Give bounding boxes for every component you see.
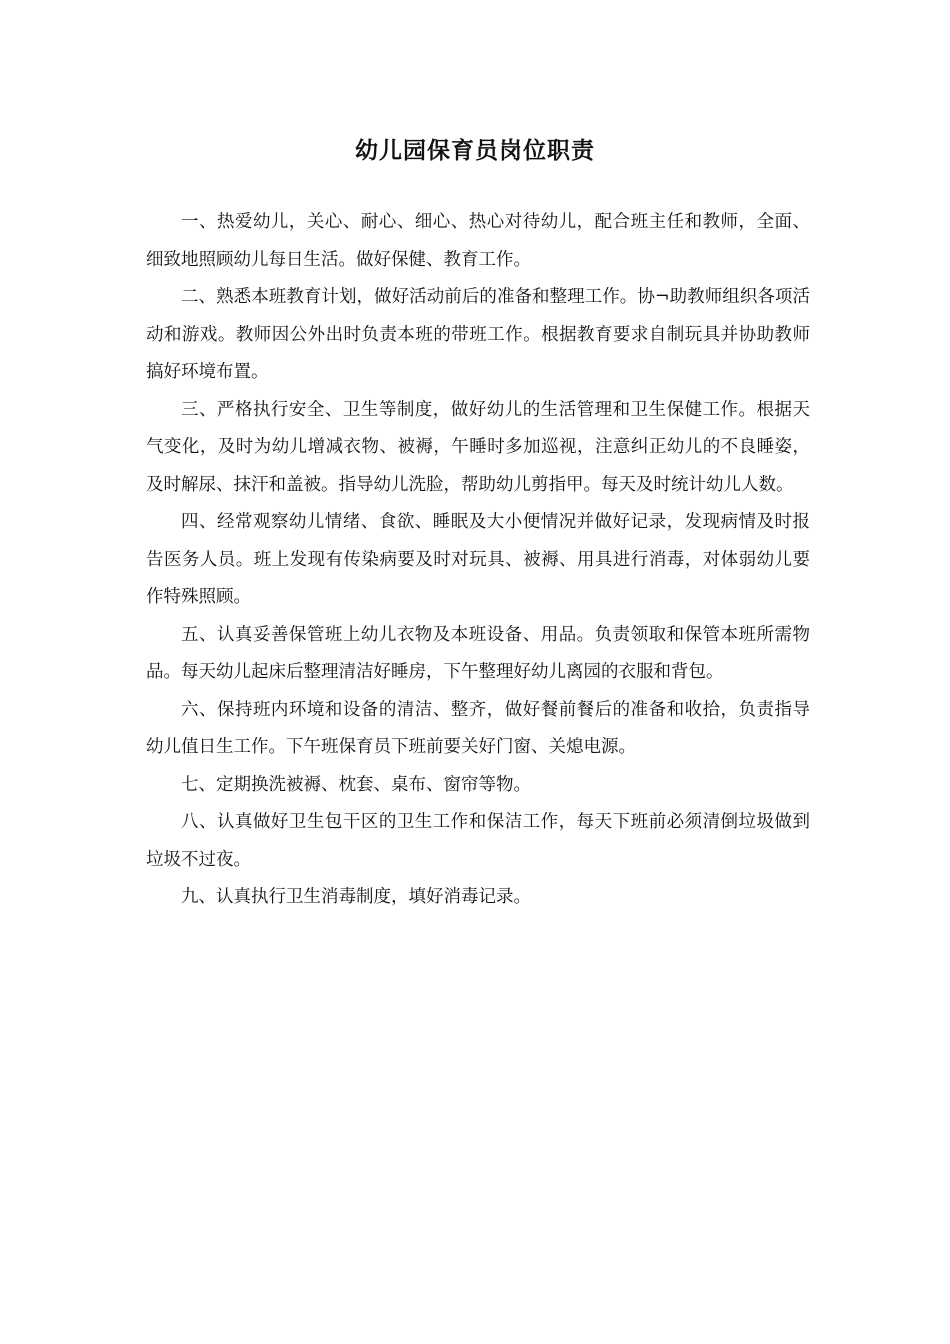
duty-item-7: 七、定期换洗被褥、枕套、桌布、窗帘等物。 — [181, 774, 531, 795]
duty-item-9: 九、认真执行卫生消毒制度，填好消毒记录。 — [181, 887, 531, 907]
duty-item-4: 四、经常观察幼儿情绪、食欲、睡眠及大小便情况并做好记录，发现病情及时报告医务人员。班上发现有传染病要及时对玩具、被褥、用具进行消毒，对体弱幼儿要作特殊照顾。 — [146, 512, 810, 607]
duty-item-5: 五、认真妥善保管班上幼儿衣物及本班设备、用品。负责领取和保管本班所需物品。每天幼儿起床后整理清洁好睡房，下午整理好幼儿离园的衣服和背包。 — [146, 624, 810, 682]
duty-list — [146, 204, 810, 917]
duty-item-8: 八、认真做好卫生包干区的卫生工作和保洁工作，每天下班前必须清倒垃圾做到垃圾不过夜。 — [146, 812, 810, 870]
page-title: 幼儿园保育员岗位职责 — [355, 138, 595, 165]
duty-item-3: 三、严格执行安全、卫生等制度，做好幼儿的生活管理和卫生保健工作。根据天气变化，及时为幼儿增减衣物、被褥，午睡时多加巡视，注意纠正幼儿的不良睡姿，及时解尿、抹汗和盖被。指导幼儿洗脸，帮助幼儿剪指甲。每天及时统计幼儿人数。 — [146, 399, 810, 495]
duty-item-1: 一、热爱幼儿，关心、耐心、细心、热心对待幼儿，配合班主任和教师，全面、细致地照顾幼儿每日生活。做好保健、教育工作。 — [146, 212, 810, 270]
duty-item-6: 六、保持班内环境和设备的清洁、整齐，做好餐前餐后的准备和收拾，负责指导幼儿值日生工作。下午班保育员下班前要关好门窗、关熄电源。 — [146, 699, 810, 757]
duty-item-2: 二、熟悉本班教育计划，做好活动前后的准备和整理工作。协¬助教师组织各项活动和游戏。教师因公外出时负责本班的带班工作。根据教育要求自制玩具并协助教师搞好环境布置。 — [146, 287, 810, 382]
